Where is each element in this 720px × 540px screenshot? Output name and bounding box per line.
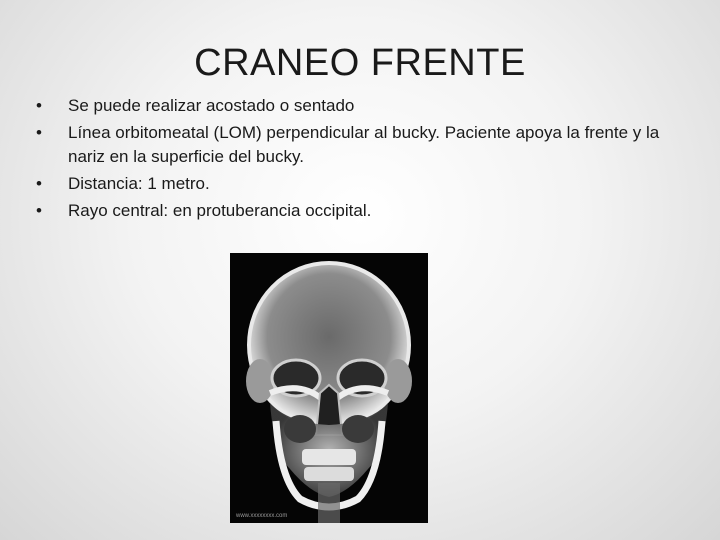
bullet-item: • Rayo central: en protuberancia occipital. — [36, 199, 676, 223]
image-watermark: www.xxxxxxxx.com — [236, 513, 288, 519]
skull-xray-image — [230, 253, 428, 523]
skull-xray-drawing — [230, 253, 428, 523]
slide-title: CRANEO FRENTE — [194, 42, 526, 84]
bullet-list — [36, 94, 676, 226]
bullet-item: • Distancia: 1 metro. — [36, 172, 676, 196]
bullet-item: • Se puede realizar acostado o sentado — [36, 94, 676, 118]
bullet-item: • Línea orbitomeatal (LOM) perpendicular al bucky. Paciente apoya la frente y la nariz en la superficie del bucky. — [36, 121, 676, 169]
